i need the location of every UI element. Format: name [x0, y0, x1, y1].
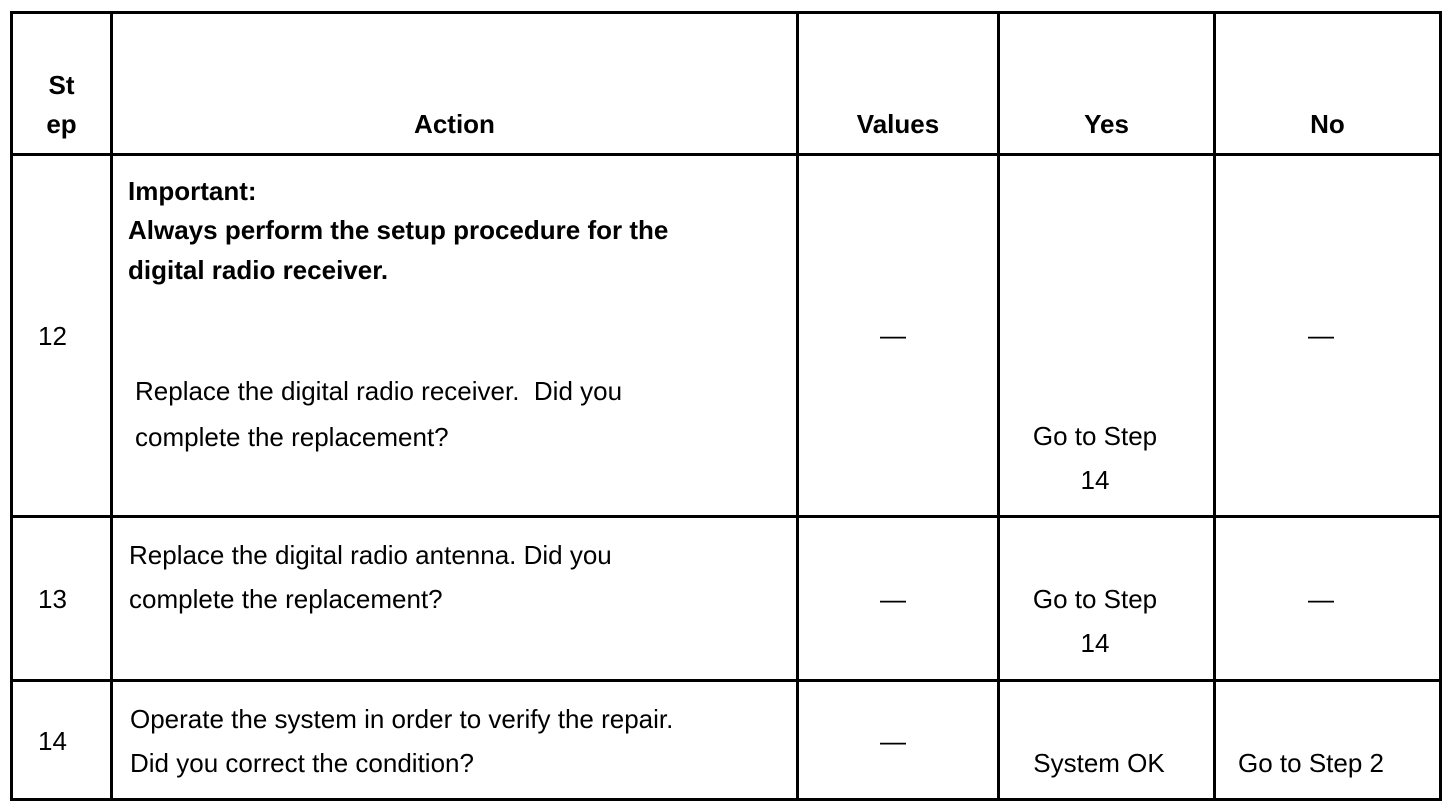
- row-14-action-line-2: Did you correct the condition?: [130, 748, 474, 778]
- row-13-no: —: [1308, 584, 1334, 614]
- header-step-line-1: St: [48, 70, 75, 100]
- row-12-yes-line-2: 14: [1080, 465, 1110, 495]
- header-no: No: [1310, 109, 1345, 139]
- header-values: Values: [856, 109, 940, 139]
- row-14-no: Go to Step 2: [1238, 748, 1384, 778]
- row-14-values: —: [880, 726, 906, 756]
- header-step-line-2: ep: [46, 109, 77, 139]
- row-13-yes-line-1: Go to Step: [1032, 584, 1158, 614]
- row-14-step: 14: [38, 726, 67, 756]
- row-12-values: —: [880, 320, 906, 350]
- header-yes: Yes: [1084, 109, 1129, 139]
- row-14-action-line-1: Operate the system in order to verify the repair.: [130, 704, 674, 734]
- row-13-action-line-2: complete the replacement?: [129, 584, 443, 614]
- row-12-important-line-1: Always perform the setup procedure for the: [128, 215, 669, 245]
- row-12-step: 12: [38, 321, 67, 351]
- row-12-important-line-2: digital radio receiver.: [128, 255, 389, 285]
- table-right-border: [1439, 11, 1442, 801]
- row-13-step: 13: [38, 584, 67, 614]
- row-12-yes-line-1: Go to Step: [1032, 421, 1158, 451]
- table-top-border: [10, 11, 1442, 14]
- header-bottom-border: [10, 153, 1442, 156]
- row-13-action-line-1: Replace the digital radio antenna. Did you: [129, 540, 612, 570]
- row-13-values: —: [880, 584, 906, 614]
- header-action: Action: [414, 109, 495, 139]
- row-12-action-line-2: complete the replacement?: [135, 422, 449, 452]
- table-bottom-border: [10, 798, 1442, 801]
- row-12-bottom-border: [10, 515, 1442, 518]
- row-14-yes: System OK: [1033, 748, 1165, 778]
- row-12-action-line-1: Replace the digital radio receiver. Did you: [135, 376, 623, 406]
- row-13-yes-line-2: 14: [1080, 628, 1110, 658]
- row-13-bottom-border: [10, 679, 1442, 682]
- row-12-no: —: [1308, 320, 1334, 350]
- row-12-important-label: Important:: [128, 176, 257, 206]
